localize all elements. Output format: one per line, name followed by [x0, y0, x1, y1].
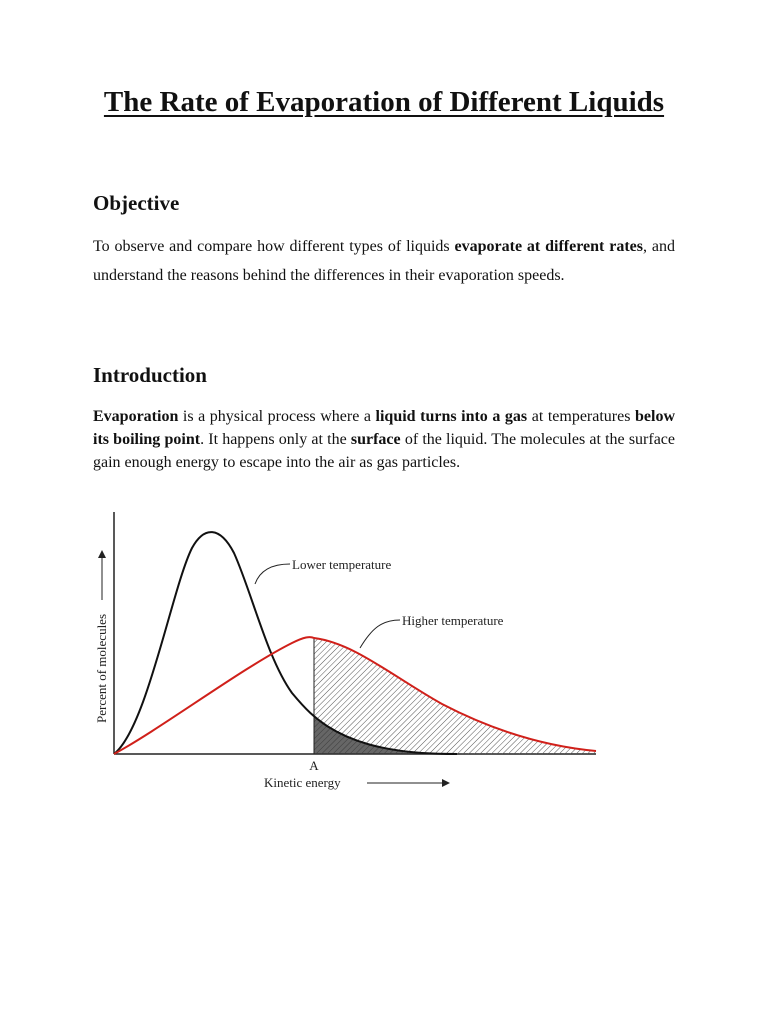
page-title: The Rate of Evaporation of Different Liquids [103, 86, 665, 118]
lower-temperature-leader [255, 564, 290, 584]
higher-temperature-label: Higher temperature [402, 613, 504, 628]
text-run: To observe and compare how different types of liquids [93, 238, 455, 255]
text-run-bold: below its boiling point [93, 408, 676, 448]
text-run-bold: liquid turns into a gas [375, 408, 528, 425]
x-axis-label: Kinetic energy [264, 775, 341, 790]
kinetic-energy-distribution-figure [92, 508, 604, 798]
text-run: . It happens only at the [200, 431, 351, 448]
threshold-label: A [309, 758, 319, 773]
text-run: at temperatures [527, 408, 636, 425]
x-axis-arrow-head [442, 779, 450, 787]
y-axis-arrow-head [98, 550, 106, 558]
text-run-bold: Evaporation [93, 408, 179, 425]
higher-temperature-leader [360, 620, 400, 648]
text-run-bold: evaporate at different rates [454, 238, 644, 255]
text-run: is a physical process where a [178, 408, 376, 425]
higher-temperature-shaded-area [314, 638, 596, 754]
lower-temperature-label: Lower temperature [292, 557, 392, 572]
introduction-paragraph [93, 405, 675, 474]
text-run: of the liquid. The molecules at the surface gain enough energy to escape into the air as gas particles. [93, 431, 675, 471]
objective-paragraph [93, 232, 675, 290]
introduction-heading: Introduction [93, 363, 207, 387]
text-run: , and understand the reasons behind the differences in their evaporation speeds. [93, 238, 675, 284]
y-axis-label: Percent of molecules [94, 613, 109, 723]
objective-heading: Objective [93, 191, 180, 215]
text-run-bold: surface [350, 431, 401, 448]
